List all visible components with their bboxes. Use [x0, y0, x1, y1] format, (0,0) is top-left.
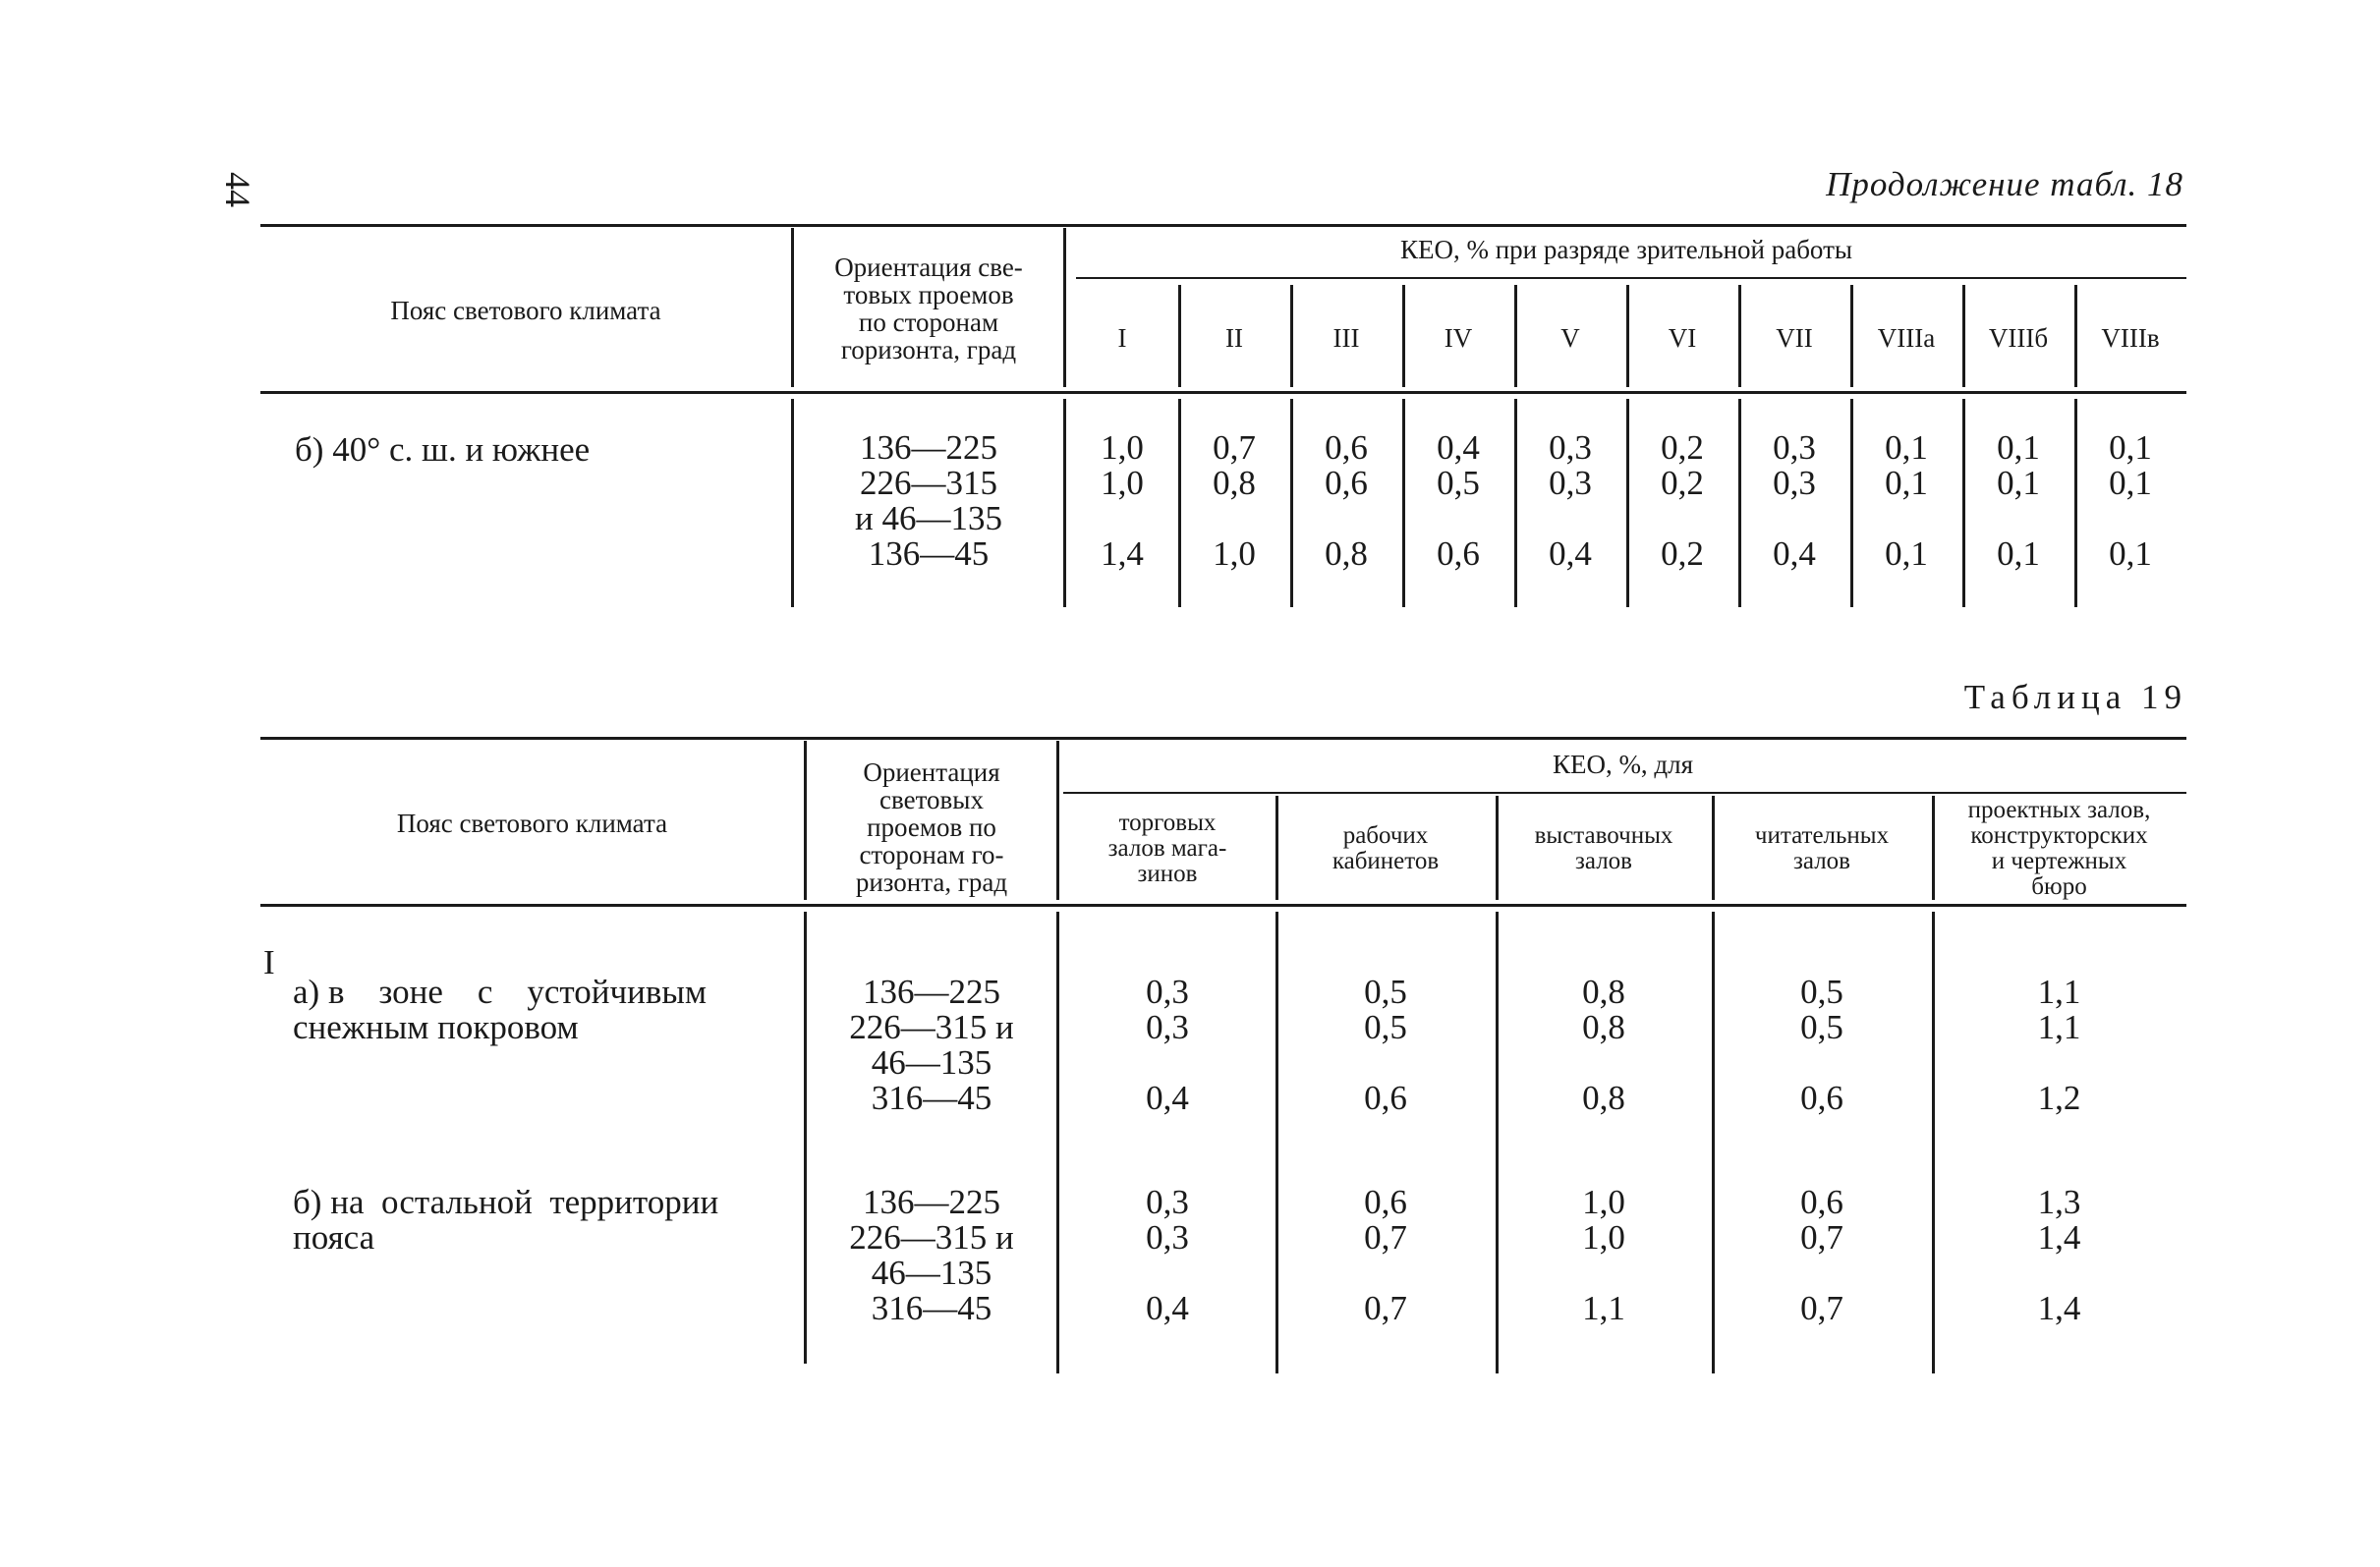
table18-keo-rule: [1076, 277, 2186, 279]
keo-value: 1,0: [1582, 1218, 1625, 1257]
keo-value: 0,6: [1437, 534, 1480, 573]
table19-column-vsep: [1712, 796, 1715, 900]
table18-grade-vsep: [1514, 285, 1517, 387]
table18-grade-vsep: [1290, 285, 1293, 387]
keo-value: 0,1: [1885, 428, 1928, 467]
header-line: проемов по: [867, 812, 996, 842]
keo-value: 0,7: [1800, 1289, 1843, 1327]
orientation-value: 136—225: [860, 428, 997, 467]
keo-value: 0,6: [1800, 1079, 1843, 1117]
header-line: кабинетов: [1332, 848, 1440, 874]
keo-value: 1,1: [2037, 1008, 2081, 1046]
keo-value: 0,1: [1997, 534, 2040, 573]
keo-value: 0,2: [1661, 534, 1704, 573]
keo-value: 1,0: [1582, 1183, 1625, 1221]
keo-value: 0,3: [1773, 464, 1816, 502]
header-line: зинов: [1137, 861, 1198, 887]
row-label-line: снежным покровом: [293, 1008, 579, 1046]
table19-row-label: [293, 1185, 774, 1256]
table19-top-rule: [260, 737, 2186, 740]
keo-value: 1,4: [1101, 534, 1144, 573]
keo-value: 0,1: [1885, 534, 1928, 573]
keo-value: 0,4: [1549, 534, 1592, 573]
table18-grade-vsep: [1626, 285, 1629, 387]
orientation-value: и 46—135: [855, 499, 1002, 537]
keo-value: 1,1: [2037, 973, 2081, 1011]
orientation-value: 46—135: [871, 1254, 992, 1292]
keo-value: 0,3: [1549, 428, 1592, 467]
table19-header-climate-zone: Пояс светового климата: [396, 809, 668, 838]
table18-grade-header: IV: [1444, 323, 1473, 353]
table18-header-keo-group: КЕО, % при разряде зрительной работы: [1399, 235, 1853, 264]
table18-row-label: б) 40° с. ш. и южнее: [295, 430, 591, 469]
keo-value: 1,3: [2037, 1183, 2081, 1221]
table19-column-header: [1712, 823, 1932, 874]
keo-value: 0,5: [1437, 464, 1480, 502]
table18-grade-header: II: [1225, 323, 1243, 353]
table18-grade-vsep: [1178, 285, 1181, 387]
table19-title: Таблица 19: [1963, 678, 2187, 716]
keo-value: 0,6: [1325, 464, 1368, 502]
table18-grade-vsep: [1402, 285, 1405, 387]
keo-value: 0,8: [1325, 534, 1368, 573]
table19-orientations: [807, 975, 1056, 1116]
keo-value: 0,8: [1582, 1008, 1625, 1046]
keo-value: 0,1: [2109, 428, 2152, 467]
table19-column-header: [1496, 823, 1712, 874]
header-line: Ориентация: [863, 757, 1000, 787]
header-line: горизонта, град: [840, 335, 1017, 364]
orientation-value: 316—45: [871, 1289, 992, 1327]
table19-column-vsep: [1275, 796, 1278, 900]
table18-grade-header: VII: [1776, 323, 1813, 353]
keo-value: 0,3: [1549, 464, 1592, 502]
table18-grade-vsep: [1850, 285, 1853, 387]
table19-column-vsep: [1932, 796, 1935, 900]
keo-value: 0,4: [1146, 1079, 1189, 1117]
table18-grade-header: V: [1560, 323, 1580, 353]
keo-value: 0,4: [1146, 1289, 1189, 1327]
keo-value: 0,5: [1364, 1008, 1407, 1046]
keo-value: 0,1: [2109, 464, 2152, 502]
header-line: товых проемов: [843, 280, 1014, 309]
keo-value: 1,4: [2037, 1289, 2081, 1327]
keo-value: 0,3: [1146, 1218, 1189, 1257]
keo-value: 0,6: [1800, 1183, 1843, 1221]
orientation-value: 136—45: [868, 534, 990, 573]
table19-header-keo-group: КЕО, %, для: [1552, 750, 1694, 779]
keo-value: 1,1: [1582, 1289, 1625, 1327]
orientation-value: 316—45: [871, 1079, 992, 1117]
row-label-line: б) на остальной территории: [293, 1183, 719, 1221]
table19-header-orientation: [807, 758, 1056, 896]
keo-value: 0,3: [1146, 1183, 1189, 1221]
table18-grade-header: III: [1332, 323, 1360, 353]
table19-column-vsep: [1496, 796, 1499, 900]
table19-column-header: [1932, 798, 2186, 900]
keo-value: 1,4: [2037, 1218, 2081, 1257]
keo-value: 0,8: [1582, 1079, 1625, 1117]
header-line: читательных: [1754, 822, 1890, 849]
header-line: ризонта, град: [855, 867, 1008, 897]
keo-value: 1,2: [2037, 1079, 2081, 1117]
table18-top-rule: [260, 224, 2186, 227]
keo-value: 0,4: [1437, 428, 1480, 467]
orientation-value: 136—225: [863, 1183, 1000, 1221]
keo-value: 0,6: [1364, 1183, 1407, 1221]
header-line: Ориентация све-: [834, 252, 1023, 282]
keo-value: 0,5: [1364, 973, 1407, 1011]
table18-grade-vsep: [2074, 285, 2077, 387]
keo-value: 0,3: [1146, 973, 1189, 1011]
header-line: торговых: [1118, 810, 1217, 836]
keo-value: 0,7: [1364, 1218, 1407, 1257]
keo-value: 0,8: [1213, 464, 1256, 502]
header-line: залов: [1793, 848, 1850, 874]
table19-zone-label: I: [263, 943, 275, 981]
table18-header-bottom-rule: [260, 391, 2186, 394]
row-label-line: пояса: [293, 1218, 375, 1257]
table18-header-orientation: [794, 253, 1063, 364]
table18-grade-vsep: [1962, 285, 1965, 387]
table18-grade-header: VI: [1668, 323, 1697, 353]
header-line: световых: [879, 785, 984, 814]
keo-value: 0,1: [2109, 534, 2152, 573]
table18-grade-header: VIIIв: [2101, 323, 2160, 353]
table18-grade-header: VIIIб: [1988, 323, 2049, 353]
keo-value: 0,3: [1773, 428, 1816, 467]
keo-value: 0,1: [1885, 464, 1928, 502]
table18-grade-header: I: [1117, 323, 1127, 353]
orientation-value: 226—315 и: [849, 1008, 1014, 1046]
orientation-value: 136—225: [863, 973, 1000, 1011]
table18-grade-header: VIIIа: [1877, 323, 1936, 353]
table18-grade-vsep: [1738, 285, 1741, 387]
header-line: конструкторских: [1970, 822, 2148, 849]
orientation-value: 226—315: [860, 464, 997, 502]
table19-header-bottom-rule: [260, 904, 2186, 907]
keo-value: 0,4: [1773, 534, 1816, 573]
keo-value: 0,6: [1325, 428, 1368, 467]
keo-value: 1,0: [1101, 464, 1144, 502]
orientation-value: 46—135: [871, 1043, 992, 1082]
table18-continuation-title: Продолжение табл. 18: [1826, 165, 2183, 203]
table18-orientations: [794, 430, 1063, 572]
keo-value: 0,5: [1800, 1008, 1843, 1046]
keo-value: 0,7: [1800, 1218, 1843, 1257]
table19-orientations: [807, 1185, 1056, 1326]
header-line: по сторонам: [858, 308, 999, 337]
table19-keo-rule: [1063, 792, 2186, 794]
header-line: проектных залов,: [1967, 797, 2151, 823]
keo-value: 1,0: [1101, 428, 1144, 467]
header-line: бюро: [2031, 873, 2087, 900]
table18-header-climate-zone: Пояс светового климата: [390, 296, 661, 325]
keo-value: 0,2: [1661, 428, 1704, 467]
table19-column-header: [1059, 811, 1275, 887]
row-label-line: а) в зоне с устойчивым: [293, 973, 708, 1011]
header-line: и чертежных: [1991, 848, 2127, 874]
header-line: сторонам го-: [859, 840, 1004, 869]
orientation-value: 226—315 и: [849, 1218, 1014, 1257]
keo-value: 0,5: [1800, 973, 1843, 1011]
header-line: выставочных: [1534, 822, 1673, 849]
header-line: залов мага-: [1107, 835, 1227, 862]
page-number: 44: [218, 172, 257, 207]
keo-value: 0,1: [1997, 428, 2040, 467]
keo-value: 0,7: [1213, 428, 1256, 467]
table19-column-header: [1275, 823, 1496, 874]
keo-value: 0,6: [1364, 1079, 1407, 1117]
keo-value: 0,3: [1146, 1008, 1189, 1046]
keo-value: 0,2: [1661, 464, 1704, 502]
keo-value: 0,1: [1997, 464, 2040, 502]
keo-value: 0,8: [1582, 973, 1625, 1011]
keo-value: 1,0: [1213, 534, 1256, 573]
table19-row-label: [293, 975, 774, 1045]
header-line: рабочих: [1342, 822, 1429, 849]
header-line: залов: [1575, 848, 1632, 874]
keo-value: 0,7: [1364, 1289, 1407, 1327]
